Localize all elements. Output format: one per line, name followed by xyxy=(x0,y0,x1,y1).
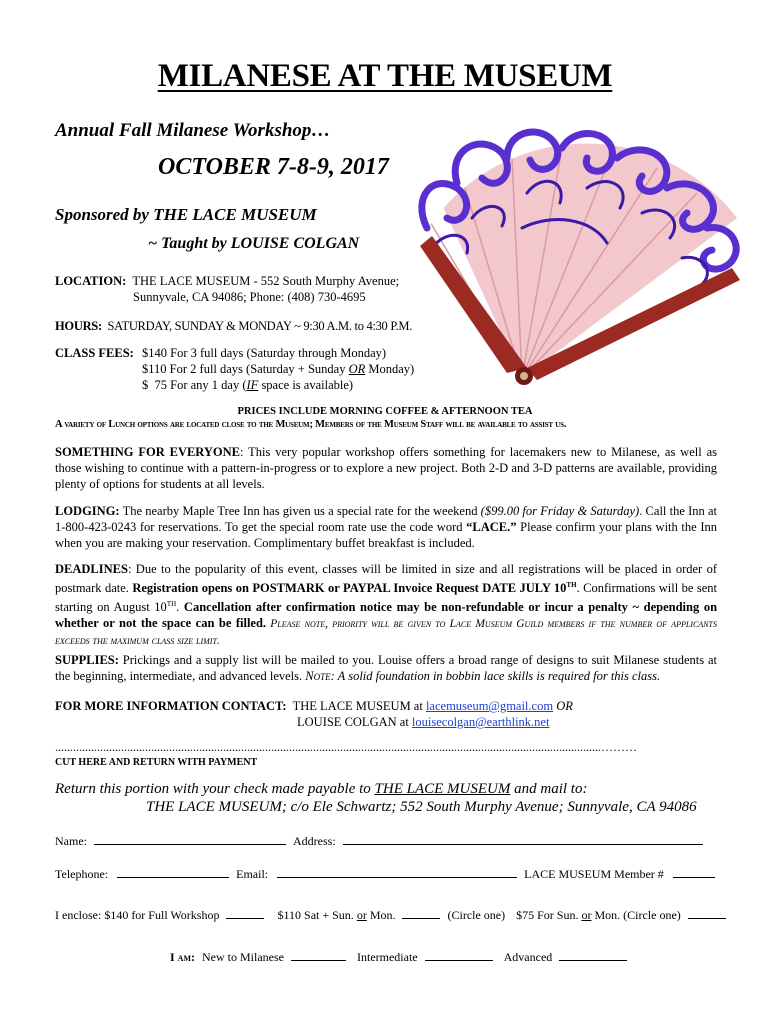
fees-label xyxy=(55,345,134,361)
lunch-note: A variety of Lunch options are located close to the Museum; Members of the Museum Staff will be available to assist us. xyxy=(55,419,567,430)
supplies-paragraph xyxy=(55,652,717,684)
deadlines-text-1: : Due to the popularity of this event, classes will be limited in size and all registrations will be placed in order of postmark date. xyxy=(55,562,717,596)
lodging-paragraph xyxy=(55,503,717,551)
form-row-contact xyxy=(55,866,715,882)
registration-th: TH xyxy=(566,581,577,589)
lodging-text-1: The nearby Maple Tree Inn has given us a special rate for the weekend xyxy=(119,504,481,518)
lodging-text-3: Please confirm your plans with the Inn when you are making your reservation. Complimentary buffet breakfast is included. xyxy=(55,520,717,550)
mon-label-1: Mon. xyxy=(366,908,396,922)
location-line1: THE LACE MUSEUM - 552 South Murphy Avenue; xyxy=(132,274,400,288)
fee-1-day-b: space is available) xyxy=(258,378,354,392)
deadlines-text-2: . Confirmations will be sent starting on August 10 xyxy=(55,581,717,615)
supplies-label: SUPPLIES: xyxy=(55,653,119,667)
return-address: THE LACE MUSEUM; c/o Ele Schwartz; 552 South Murphy Avenue; Sunnyvale, CA 94086 xyxy=(146,799,697,815)
fee-2-days-a: $110 For 2 full days (Saturday + Sunday xyxy=(142,362,349,376)
instructor-line: ~ Taught by LOUISE COLGAN xyxy=(148,235,360,252)
full-workshop-field[interactable] xyxy=(226,907,264,919)
contact-museum: THE LACE MUSEUM at xyxy=(292,699,426,713)
louise-email-link[interactable]: louisecolgan@earthlink.net xyxy=(411,715,550,729)
two-day-field[interactable] xyxy=(402,907,440,919)
mon-label-2: Mon. (Circle one) xyxy=(591,908,681,922)
something-label: SOMETHING FOR EVERYONE xyxy=(55,445,241,459)
museum-email-link[interactable]: lacemuseum@gmail.com xyxy=(425,699,554,713)
email-label: Email: xyxy=(236,867,269,881)
iam-am: am: xyxy=(174,950,195,964)
registration-opens-text: Registration opens on POSTMARK or PAYPAL Invoice Request DATE JULY 10 xyxy=(132,581,567,596)
location-label: LOCATION: xyxy=(55,274,127,288)
form-row-enclose xyxy=(55,907,726,923)
fee-2-days xyxy=(142,361,414,377)
telephone-label: Telephone: xyxy=(55,867,109,881)
hours-row xyxy=(55,318,412,334)
form-row-name xyxy=(55,833,703,849)
something-text: : This very popular workshop offers something for lacemakers new to Milanese, as well as those wishing to continue with a pattern-in-progress or to explore a new project. Both 2-D and 3-D patterns are available, providing plenty of options for students at all levels. xyxy=(55,445,717,491)
contact-or: OR xyxy=(553,699,573,713)
address-label: Address: xyxy=(293,834,336,848)
prices-heading: PRICES INCLUDE MORNING COFFEE & AFTERNOON TEA xyxy=(237,406,533,417)
sun-75-label: $75 For Sun. xyxy=(516,908,582,922)
name-label: Name: xyxy=(55,834,87,848)
contact-row xyxy=(55,698,573,714)
lace-fan-image xyxy=(402,118,747,413)
new-label: New to Milanese xyxy=(202,950,284,964)
advanced-label: Advanced xyxy=(503,950,553,964)
fee-1-day-if: IF xyxy=(246,378,259,392)
confirmation-th: TH xyxy=(166,600,177,609)
one-day-field[interactable] xyxy=(688,907,726,919)
member-number-field[interactable] xyxy=(673,866,715,878)
workshop-subtitle: Annual Fall Milanese Workshop… xyxy=(55,120,331,141)
new-field[interactable] xyxy=(291,949,346,961)
intermediate-label: Intermediate xyxy=(356,950,418,964)
hours-label: HOURS: xyxy=(55,319,102,333)
deadlines-label: DEADLINES xyxy=(55,562,128,576)
fee-3-days: $140 For 3 full days (Saturday through Monday) xyxy=(142,346,387,360)
contact-label: FOR MORE INFORMATION CONTACT: xyxy=(55,699,287,713)
cut-line: ......................................................................................................................................................................................……… xyxy=(55,741,637,753)
return-text-b: and mail to: xyxy=(510,781,588,797)
address-field[interactable] xyxy=(343,833,703,845)
fees-label-text: CLASS FEES: xyxy=(55,346,134,360)
location-row xyxy=(55,273,399,289)
lodging-rate: ($99.00 for Friday & Saturday) xyxy=(480,504,640,518)
hours-text: SATURDAY, SUNDAY & MONDAY ~ 9:30 A.M. to 4:30 P.M. xyxy=(107,319,413,333)
cancellation-policy: Cancellation after confirmation notice may be non-refundable or incur a penalty ~ depending on whether or not the space can be filled. xyxy=(55,600,718,631)
fee-2-days-or: OR xyxy=(348,362,366,376)
priority-note: Please note, priority will be given to Lace Museum Guild members if the number of applicants exceeds the maximum class size limit. xyxy=(55,618,718,648)
workshop-date: OCTOBER 7-8-9, 2017 xyxy=(158,154,389,180)
sat-sun-or: or xyxy=(356,908,367,922)
return-payee: THE LACE MUSEUM xyxy=(374,781,511,797)
contact-louise: LOUISE COLGAN at xyxy=(297,715,412,729)
intermediate-field[interactable] xyxy=(425,949,493,961)
supplies-text: Prickings and a supply list will be mailed to you. Louise offers a broad range of designs to suit Milanese students at the beginning, intermediate, and advanced levels. xyxy=(55,653,717,683)
sponsor-line: Sponsored by THE LACE MUSEUM xyxy=(55,205,317,224)
location-line2: Sunnyvale, CA 94086; Phone: (408) 730-4695 xyxy=(133,290,366,304)
registration-opens xyxy=(132,581,576,595)
enclose-label: I enclose: $140 for Full Workshop xyxy=(55,908,220,922)
iam-i: I xyxy=(170,950,175,964)
supplies-note: A solid foundation in bobbin lace skills is required for this class. xyxy=(334,669,661,683)
fee-1-day-a: $ 75 For any 1 day ( xyxy=(142,378,247,392)
supplies-note-label: Note: xyxy=(305,669,335,683)
something-paragraph xyxy=(55,444,717,492)
deadlines-text-3: . xyxy=(176,600,184,615)
sat-sun-label: $110 Sat + Sun. xyxy=(277,908,357,922)
fee-1-day xyxy=(142,377,353,393)
sun-or: or xyxy=(581,908,592,922)
name-field[interactable] xyxy=(94,833,286,845)
fee-2-days-b: Monday) xyxy=(365,362,415,376)
page-title: MILANESE AT THE MUSEUM xyxy=(157,58,613,94)
advanced-field[interactable] xyxy=(559,949,627,961)
return-line-1 xyxy=(55,781,587,798)
lodging-text-2: . Call the Inn at 1-800-423-0243 for reservations. To get the special room rate use the code word xyxy=(55,504,717,534)
return-text-a: Return this portion with your check made payable to xyxy=(55,781,375,797)
lodging-label: LODGING: xyxy=(55,504,120,518)
cut-label: CUT HERE AND RETURN WITH PAYMENT xyxy=(55,757,258,768)
telephone-field[interactable] xyxy=(117,866,229,878)
member-label: LACE MUSEUM Member # xyxy=(524,867,664,881)
email-field[interactable] xyxy=(277,866,517,878)
contact-row-2 xyxy=(297,714,549,730)
lodging-code: “LACE.” xyxy=(466,520,517,534)
circle-one-label: (Circle one) xyxy=(447,908,506,922)
form-row-level xyxy=(170,949,627,965)
deadlines-paragraph xyxy=(55,561,717,649)
